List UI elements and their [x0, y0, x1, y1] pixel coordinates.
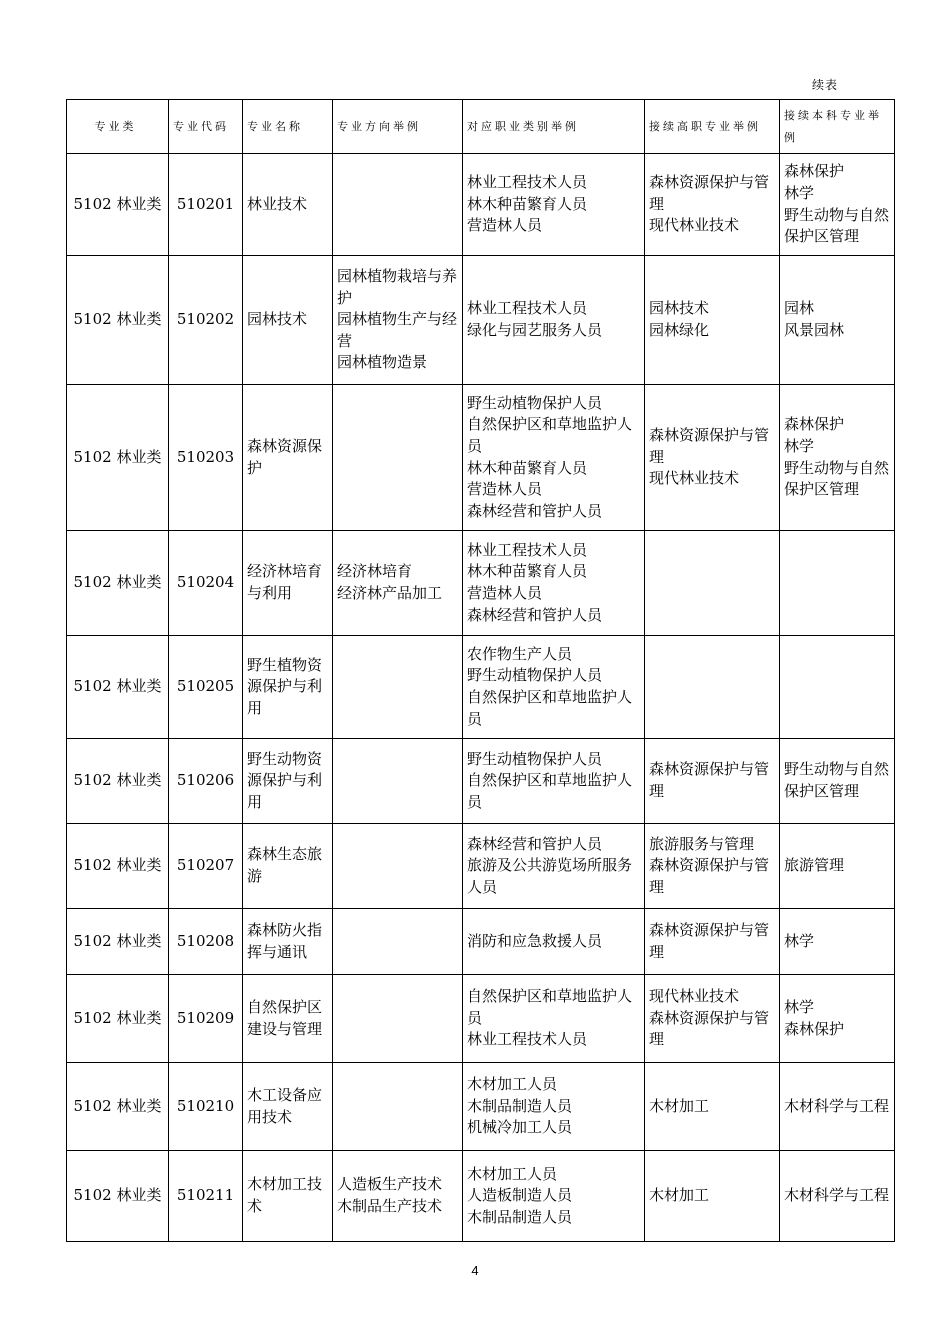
undergraduate-cell: 木材科学与工程	[780, 1151, 895, 1242]
undergraduate-cell: 木材科学与工程	[780, 1063, 895, 1151]
occupations-cell: 自然保护区和草地监护人员 林业工程技术人员	[463, 975, 645, 1063]
occupations-cell: 木材加工人员 木制品制造人员 机械冷加工人员	[463, 1063, 645, 1151]
name-cell: 森林生态旅游	[243, 824, 333, 909]
higher-vocational-cell	[645, 531, 780, 636]
category-cell: 5102 林业类	[67, 154, 169, 256]
directions-cell	[333, 636, 463, 739]
higher-vocational-cell: 森林资源保护与管理 现代林业技术	[645, 385, 780, 531]
occupations-cell: 野生动植物保护人员 自然保护区和草地监护人员	[463, 739, 645, 824]
undergraduate-cell: 野生动物与自然保护区管理	[780, 739, 895, 824]
directions-cell	[333, 975, 463, 1063]
undergraduate-cell: 旅游管理	[780, 824, 895, 909]
category-cell: 5102 林业类	[67, 1151, 169, 1242]
directions-cell: 园林植物栽培与养护 园林植物生产与经营 园林植物造景	[333, 256, 463, 385]
name-cell: 野生植物资源保护与利用	[243, 636, 333, 739]
occupations-cell: 野生动植物保护人员 自然保护区和草地监护人员 林木种苗繁育人员 营造林人员 森林经营和管护人员	[463, 385, 645, 531]
category-cell: 5102 林业类	[67, 636, 169, 739]
category-cell: 5102 林业类	[67, 385, 169, 531]
undergraduate-cell: 林学 森林保护	[780, 975, 895, 1063]
higher-vocational-cell: 森林资源保护与管理	[645, 739, 780, 824]
category-cell: 5102 林业类	[67, 824, 169, 909]
name-cell: 林业技术	[243, 154, 333, 256]
higher-vocational-cell	[645, 636, 780, 739]
higher-vocational-cell: 旅游服务与管理 森林资源保护与管理	[645, 824, 780, 909]
directions-cell: 人造板生产技术 木制品生产技术	[333, 1151, 463, 1242]
code-cell: 510207	[169, 824, 243, 909]
page-number: 4	[471, 1263, 479, 1278]
table-row	[67, 1063, 895, 1151]
header-undergraduate: 接续本科专业举例	[780, 100, 895, 154]
undergraduate-cell	[780, 636, 895, 739]
name-cell: 园林技术	[243, 256, 333, 385]
name-cell: 森林资源保护	[243, 385, 333, 531]
directions-cell	[333, 154, 463, 256]
table-row	[67, 975, 895, 1063]
category-cell: 5102 林业类	[67, 1063, 169, 1151]
header-occupations: 对应职业类别举例	[463, 100, 645, 154]
undergraduate-cell: 林学	[780, 909, 895, 975]
header-category: 专业类	[67, 100, 169, 154]
table-row	[67, 909, 895, 975]
code-cell: 510208	[169, 909, 243, 975]
category-cell: 5102 林业类	[67, 975, 169, 1063]
directions-cell	[333, 1063, 463, 1151]
undergraduate-cell: 森林保护 林学 野生动物与自然保护区管理	[780, 385, 895, 531]
table-header-row	[67, 100, 895, 154]
table-row	[67, 256, 895, 385]
table-row	[67, 531, 895, 636]
table-row	[67, 385, 895, 531]
specialty-table	[66, 99, 895, 1242]
name-cell: 自然保护区建设与管理	[243, 975, 333, 1063]
higher-vocational-cell: 木材加工	[645, 1151, 780, 1242]
code-cell: 510201	[169, 154, 243, 256]
directions-cell	[333, 385, 463, 531]
directions-cell	[333, 739, 463, 824]
name-cell: 经济林培育与利用	[243, 531, 333, 636]
category-cell: 5102 林业类	[67, 909, 169, 975]
directions-cell	[333, 909, 463, 975]
continued-label: 续表	[812, 78, 839, 92]
table-row	[67, 824, 895, 909]
header-name: 专业名称	[243, 100, 333, 154]
header-higher-vocational: 接续高职专业举例	[645, 100, 780, 154]
category-cell: 5102 林业类	[67, 531, 169, 636]
code-cell: 510206	[169, 739, 243, 824]
table-row	[67, 739, 895, 824]
occupations-cell: 木材加工人员 人造板制造人员 木制品制造人员	[463, 1151, 645, 1242]
higher-vocational-cell: 森林资源保护与管理 现代林业技术	[645, 154, 780, 256]
occupations-cell: 消防和应急救援人员	[463, 909, 645, 975]
name-cell: 木材加工技术	[243, 1151, 333, 1242]
occupations-cell: 林业工程技术人员 林木种苗繁育人员 营造林人员 森林经营和管护人员	[463, 531, 645, 636]
table-row	[67, 636, 895, 739]
undergraduate-cell: 森林保护 林学 野生动物与自然保护区管理	[780, 154, 895, 256]
code-cell: 510210	[169, 1063, 243, 1151]
table-row	[67, 1151, 895, 1242]
header-directions: 专业方向举例	[333, 100, 463, 154]
code-cell: 510211	[169, 1151, 243, 1242]
higher-vocational-cell: 森林资源保护与管理	[645, 909, 780, 975]
name-cell: 森林防火指挥与通讯	[243, 909, 333, 975]
code-cell: 510202	[169, 256, 243, 385]
code-cell: 510204	[169, 531, 243, 636]
category-cell: 5102 林业类	[67, 256, 169, 385]
undergraduate-cell	[780, 531, 895, 636]
directions-cell	[333, 824, 463, 909]
code-cell: 510205	[169, 636, 243, 739]
higher-vocational-cell: 园林技术 园林绿化	[645, 256, 780, 385]
occupations-cell: 森林经营和管护人员 旅游及公共游览场所服务人员	[463, 824, 645, 909]
higher-vocational-cell: 现代林业技术 森林资源保护与管理	[645, 975, 780, 1063]
category-cell: 5102 林业类	[67, 739, 169, 824]
table-row	[67, 154, 895, 256]
higher-vocational-cell: 木材加工	[645, 1063, 780, 1151]
undergraduate-cell: 园林 风景园林	[780, 256, 895, 385]
occupations-cell: 林业工程技术人员 绿化与园艺服务人员	[463, 256, 645, 385]
occupations-cell: 农作物生产人员 野生动植物保护人员 自然保护区和草地监护人员	[463, 636, 645, 739]
occupations-cell: 林业工程技术人员 林木种苗繁育人员 营造林人员	[463, 154, 645, 256]
name-cell: 野生动物资源保护与利用	[243, 739, 333, 824]
directions-cell: 经济林培育 经济林产品加工	[333, 531, 463, 636]
header-code: 专业代码	[169, 100, 243, 154]
code-cell: 510209	[169, 975, 243, 1063]
name-cell: 木工设备应用技术	[243, 1063, 333, 1151]
code-cell: 510203	[169, 385, 243, 531]
